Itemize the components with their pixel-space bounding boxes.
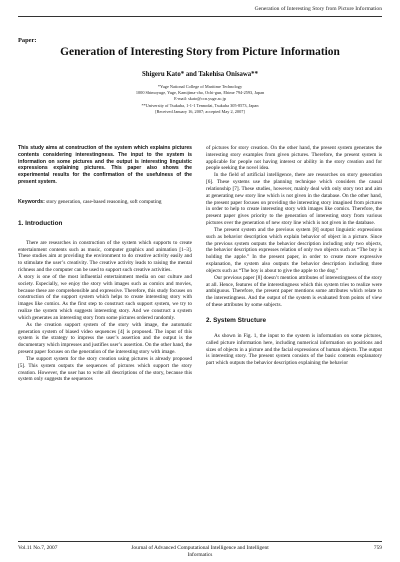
paragraph: There are researches in construction of the system which supports to create entertainment contents such as music, computer graphics and animation [1–3]. These studies aim at providing the environment to do creative activity easily and to stimulate the user’s creativity. The creative activity leads to raising the mental richness and the computer can be used to support such creative activities. [18, 239, 192, 274]
running-head: Generation of Interesting Story from Picture Information [254, 6, 382, 12]
affiliation-line: **University of Tsukuba, 1-1-1 Tennodai, Tsukuba 305-8573, Japan [141, 102, 259, 108]
paper-label: Paper: [18, 37, 37, 44]
authors: Shigeru Kato* and Takehisa Onisawa** [142, 71, 258, 78]
email-line: E-mail: skato@ccn.yuge.ac.jp [174, 96, 226, 102]
paragraph: A story is one of the most influential entertainment media on our culture and society. Especially, we enjoy the story with images such as comics and movies, because these are comprehensible and expressive. Therefore, this study focuses on construction of the support system which helps to create interesting story with images like comics. As the first step to construct such support system, we try to realize the system which suggests interesting story. And we construct a system which generates an interesting story from some pictures ordered randomly. [18, 273, 192, 321]
paragraph: of pictures for story creation. On the other hand, the present system generates the interesting story examples from given pictures. Therefore, the present system is applicable for people not having interest or ability in the story creation and for people seeking the novel idea. [206, 145, 382, 172]
paragraph: The present system and the previous system [8] output linguistic expressions such as behavior description which explain behavior of object in a picture. Since the previous system outputs the behavior description including only two objects, the behavior description expresses relation of only two objects such as “The boy is holding the apple.” In the present paper, in order to create more expressive explanation, the system also outputs the behavior description including three objects such as “The boy is about to give the apple to the dog.” [206, 226, 382, 274]
keywords [18, 199, 192, 206]
paragraph: The support system for the story creation using pictures is already proposed [5]. This system outputs the sequences of pictures which support the story creation. However, the user has to write all descriptions of the story, because this system only suggests the sequences [18, 355, 192, 383]
keywords-text: story generation, case-based reasoning, soft computing [46, 198, 162, 205]
paragraph: As the creation support system of the story with image, the automatic generation system of biased video sequences [4] is proposed. The input of this system is the strategy to impress the user’s assertion and the output is the documentary which impresses and justifies user’s assertion. On the other hand, the present paper focuses on the generation of the interesting story with image. [18, 321, 192, 356]
footer-volume: Vol.11 No.7, 2007 [18, 545, 58, 551]
paper-title: Generation of Interesting Story from Picture Information [60, 46, 340, 58]
paragraph: As shown in Fig. 1, the input to the system is information on some pictures, called picture information here, including numerical information on positions and sizes of objects in a picture and the facial expressions of human objects. The output is interesting story. The present system consists of the basic contents explanatory part which outputs the behavior description explaining the behavior [206, 332, 382, 367]
abstract: This study aims at construction of the system which explains pictures contents considering interestingness. The input to the system is information on some pictures and the output is interesting linguistic expressions explaining pictures. This paper also shows the experimental results for the confirmation of the usefulness of the present system. [18, 145, 192, 186]
section-heading-system-structure: 2. System Structure [206, 316, 267, 324]
left-column [18, 145, 192, 383]
header-rule [18, 16, 382, 17]
footer-rule [18, 541, 382, 542]
right-column [206, 145, 382, 367]
footer-journal: Journal of Advanced Computational Intelligence and Intelligent Informatics [131, 545, 269, 558]
affiliation-line: 1000 Shimoyuge, Yuge, Kamijima-cho, Ochi-gun, Ehime 794-2593, Japan [135, 90, 265, 96]
affiliation-line: *Yuge National College of Maritime Technology [157, 84, 243, 89]
paragraph: Our previous paper [8] doesn’t mention attributes of interestingness of the story at all. Hence, features of the interestingness which this system tries to realize were ambiguous. Therefore, the present paper mentions some attributes which relate to the interestingness. And the output of the system is evaluated from points of view of these attributes by some subjects. [206, 274, 382, 309]
paragraph: In the field of artificial intelligence, there are researches on story generation [6]. These systems use the planning technique which considers the causal relationship [7]. These studies, however, mainly deal with only story text and aim at generating new story line which is not given in the database. On the other hand, the present paper focuses on providing the interesting story imagined from pictures in order to help to create interesting story with images like comics. Therefore, the present paper gives priority to the generation of interesting story from various pictures over the generation of new story line which is not given in the database. [206, 172, 382, 227]
section-heading-introduction: 1. Introduction [18, 219, 63, 227]
affiliations [0, 84, 400, 115]
received-line: [Received January 16, 2007; accepted May 2, 2007] [155, 108, 245, 114]
keywords-label: Keywords: [18, 198, 45, 205]
page-number: 759 [373, 545, 382, 551]
